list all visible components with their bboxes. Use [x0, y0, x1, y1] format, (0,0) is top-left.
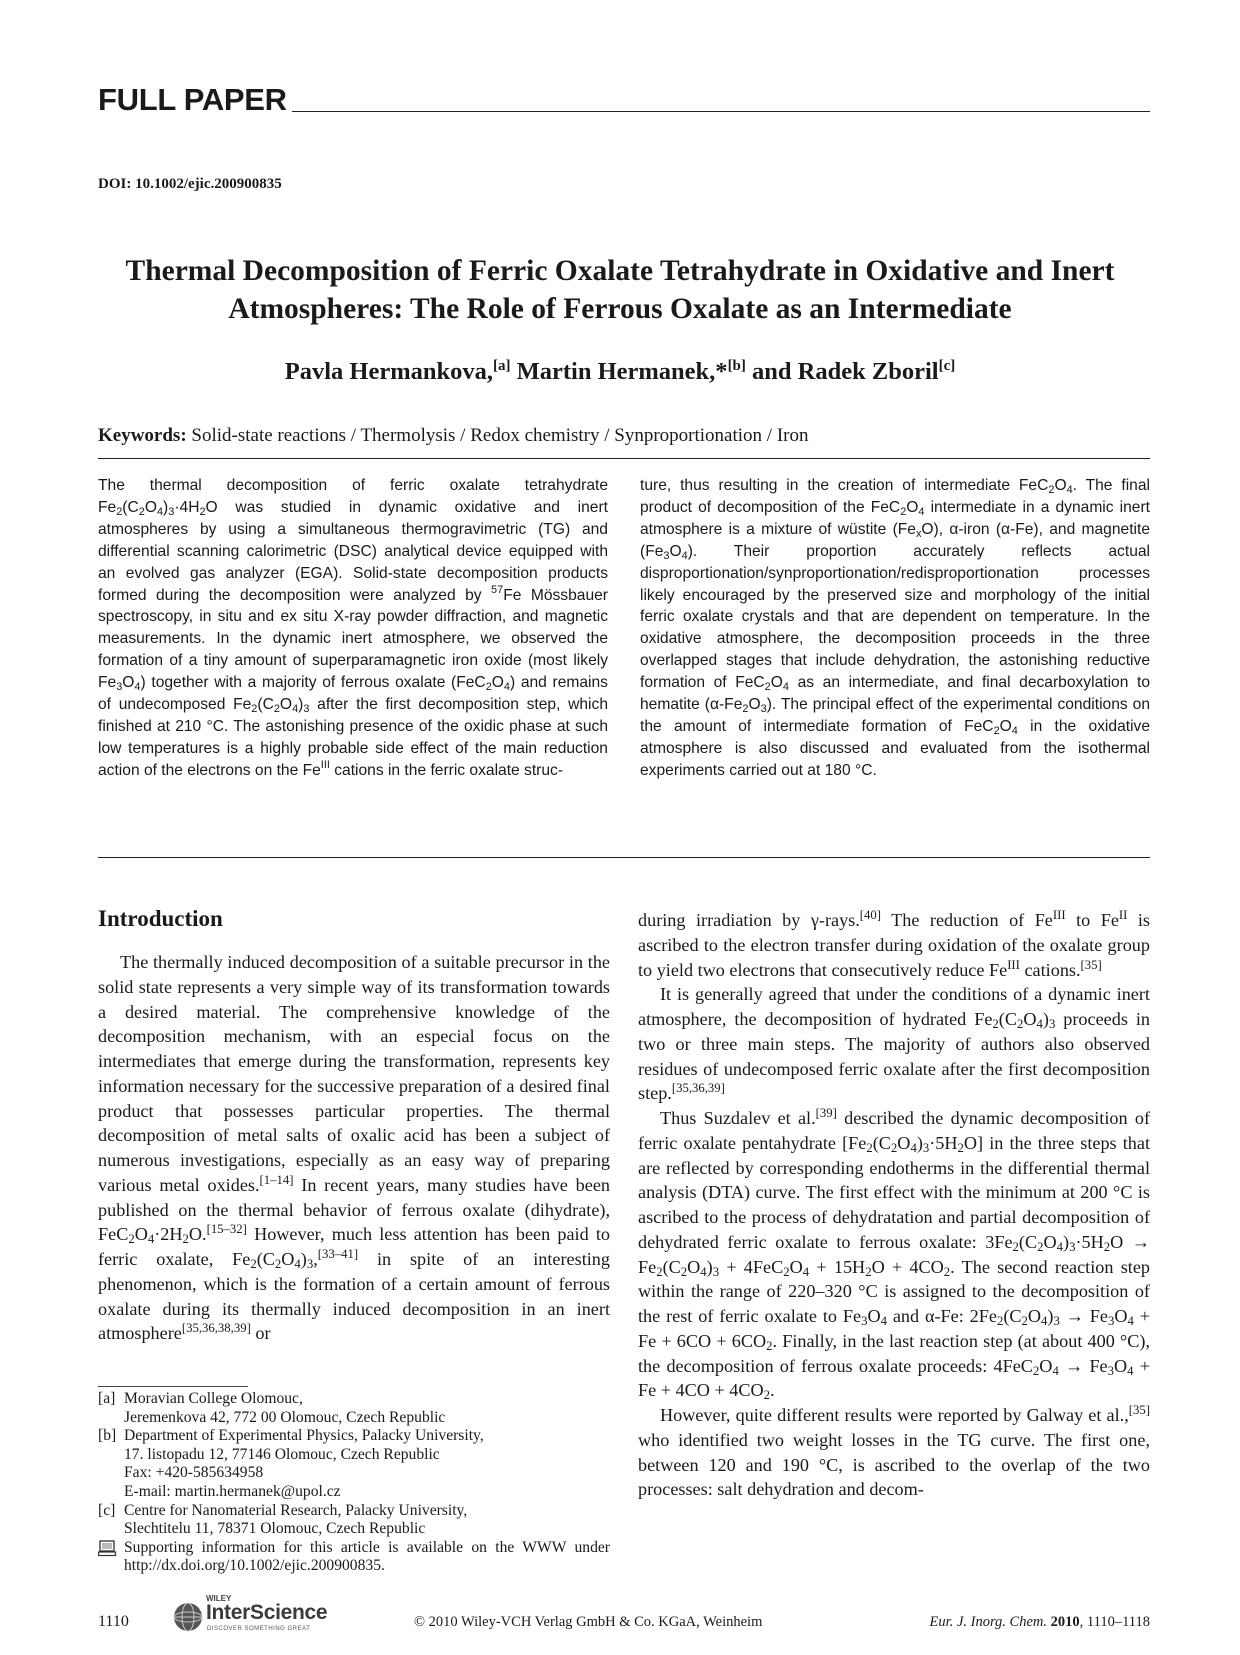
abstract-left-column: The thermal decomposition of ferric oxalate tetrahydrate $Fe_2(C_2O_4)_3\cdot 4H_2O$ was studied in dynamic oxidative and inert atmospheres by using a simultaneous thermogravimetric (TG) and differential scanning calorimetric (DSC) analytical device equipped with an evolved gas analyzer (EGA). Solid-state decomposition products formed during the decomposition were analyzed by $^{57}$Fe Mössbauer spectroscopy, in situ and ex situ X-ray powder diffraction, and magnetic measurements. In the dynamic inert atmosphere, we observed the formation of a tiny amount of superparamagnetic iron oxide (most likely $Fe_3O_4$) together with a majority of ferrous oxalate $(FeC_2O_4)$ and remains of undecomposed $Fe_2(C_2O_4)_3$ after the first decomposition step, which finished at 210 °C. The astonishing presence of the oxidic phase at such low temperatures is a highly probable side effect of the main reduction action of the electrons on the $Fe^{III}$ cations in the ferric oxalate struc- — [98, 477, 608, 779]
author-affiliation: [a] — [493, 358, 511, 374]
footnote-line: Fax: +420-585634958 — [124, 1464, 264, 1482]
author-name: Martin Hermanek,* — [516, 358, 728, 385]
title-line-1: Thermal Decomposition of Ferric Oxalate Tetrahydrate in Oxidative and Inert — [125, 255, 1115, 287]
supporting-info-text[interactable]: Supporting information for this article is available on the WWW under http://dx.doi.org/10.1002/ejic.200900835. — [124, 1538, 610, 1575]
authors-and: and — [752, 358, 792, 385]
header-rule — [292, 111, 1150, 112]
paragraph: However, quite different results were reported by Galway et al.,[35] who identified two weight losses in the TG curve. The first one, between 120 and 190 °C, is ascribed to the overlap of the two processes: salt dehydration and decom- — [638, 1403, 1150, 1500]
footnote-label: [b] — [98, 1427, 117, 1445]
author-list — [60, 355, 1180, 389]
footnote-line: Moravian College Olomouc, — [124, 1390, 303, 1407]
article-title — [60, 252, 1180, 328]
footnote-b — [98, 1427, 610, 1501]
footnote-a — [98, 1390, 610, 1427]
author-name: Pavla Hermankova, — [284, 358, 493, 385]
keywords-text: Solid-state reactions / Thermolysis / Redox chemistry / Synproportionation / Iron — [191, 425, 809, 446]
footnote-c — [98, 1502, 610, 1539]
journal-citation — [900, 1612, 1150, 1632]
paragraph: Thus Suzdalev et al.[39] described the dynamic decomposition of ferric oxalate pentahydrate $[Fe_2(C_2O_4)_3\cdot 5H_2O]$ in the three steps that are reflected by corresponding endotherms in the differential thermal analysis (DTA) curve. The first effect with the minimum at 200 °C is ascribed to the process of dehydratation and partial decomposition of dehydrated ferric oxalate to ferrous oxalate: $3Fe_2(C_2O_4)_3\cdot 5H_2O \to Fe_2(C_2O_4)_3 + 4FeC_2O_4 + 15H_2O + 4CO_2$. The second reaction step within the range of 220–320 °C is assigned to the decomposition of the rest of ferric oxalate to $Fe_3O_4$ and α-Fe: $2Fe_2(C_2O_4)_3 \to Fe_3O_4 + Fe + 6CO + 6CO_2$. Finally, in the last reaction step (at about 400 °C), the decomposition of ferrous oxalate proceeds: $4FeC_2O_4 \to Fe_3O_4 + Fe + 4CO + 4CO_2$. — [638, 1106, 1151, 1403]
abstract-right-column: ture, thus resulting in the creation of intermediate $FeC_2O_4$. The final product of decomposition of the $FeC_2O_4$ intermediate in a dynamic inert atmosphere is a mixture of wüstite $(Fe_xO)$, α-iron (α-Fe), and magnetite $(Fe_3O_4)$. Their proportion accurately reflects actual disproportionation/synproportionation/redisproportionation processes likely encouraged by the preserved size and morphology of the initial ferric oxalate crystals and that are dependent on temperature. In the oxidative atmosphere, the decomposition proceeds in the three overlapped stages that include dehydration, the astonishing reductive formation of $FeC_2O_4$ as an intermediate, and final decarboxylation to hematite $(\alpha-Fe_2O_3)$. The principal effect of the experimental conditions on the amount of intermediate formation of $FeC_2O_4$ in the oxidative atmosphere is also discussed and evaluated from the isothermal experiments carried out at 180 °C. — [640, 477, 1151, 779]
footnote-line: 17. listopadu 12, 77146 Olomouc, Czech Republic — [124, 1445, 440, 1463]
journal-year: 2010 — [1050, 1614, 1080, 1630]
author-email-link[interactable]: E-mail: martin.hermanek@upol.cz — [124, 1482, 341, 1500]
footnote-line: Slechtitelu 11, 78371 Olomouc, Czech Republic — [124, 1520, 426, 1538]
author-affiliation: [b] — [727, 358, 746, 374]
footnote-line: Centre for Nanomaterial Research, Palacky University, — [124, 1501, 468, 1519]
author-name: Radek Zboril — [797, 358, 939, 385]
doi: DOI: 10.1002/ejic.200900835 — [98, 176, 282, 192]
footnote-line: Jeremenkova 42, 772 00 Olomouc, Czech Republic — [124, 1408, 446, 1426]
page-number: 1110 — [98, 1613, 129, 1630]
footnote-label: [c] — [98, 1501, 116, 1519]
footnotes — [98, 1390, 610, 1576]
keywords — [98, 423, 808, 449]
paragraph: The thermally induced decomposition of a suitable precursor in the solid state represents a very simple way of its transformation towards a desired material. The comprehensive knowledge of the decomposition mechanism, with an especial focus on the intermediates that emerge during the transformation, represents key information necessary for the successive preparation of a desired final product that possesses particular properties. The thermal decomposition of metal salts of oxalic acid has been a subject of numerous investigations, especially as an easy way of preparing various metal oxides.[1–14] In recent years, many studies have been published on the thermal behavior of ferrous oxalate (dihydrate), $FeC_2O_4\cdot 2H_2O.[15-32]$ However, much less attention has been paid to ferric oxalate, $Fe_2(C_2O_4)_3,[33-41]$ in spite of an interesting phenomenon, which is the formation of a certain amount of ferrous oxalate during its thermally induced decomposition in an inert atmosphere[35,36,38,39] or — [98, 952, 610, 1344]
publisher-small: WILEY — [206, 1594, 232, 1603]
paragraph: It is generally agreed that under the conditions of a dynamic inert atmosphere, the decomposition of hydrated $Fe_2(C_2O_4)_3$ proceeds in two or three main steps. The majority of authors also observed residues of undecomposed ferric oxalate after the first decomposition step.[35,36,39] — [638, 984, 1150, 1104]
introduction-heading: Introduction — [98, 906, 223, 931]
abstract-rule — [98, 857, 1150, 858]
keywords-rule — [98, 458, 1150, 459]
title-line-2: Atmospheres: The Role of Ferrous Oxalate as an Intermediate — [228, 293, 1012, 325]
footnote-line: Department of Experimental Physics, Palacky University, — [124, 1427, 484, 1445]
introduction-right-column — [638, 908, 1150, 1502]
footnote-rule — [98, 1386, 248, 1387]
journal-name: Eur. J. Inorg. Chem. — [929, 1614, 1048, 1630]
computer-icon — [98, 1539, 124, 1576]
author-affiliation: [c] — [938, 358, 956, 374]
footnote-supporting-info — [98, 1539, 610, 1576]
section-label: FULL PAPER — [98, 82, 287, 117]
journal-pages: , 1110–1118 — [1079, 1614, 1150, 1630]
publisher-logo-text: InterScience — [206, 1601, 328, 1624]
footnote-label: [a] — [98, 1390, 116, 1407]
introduction-left-column — [98, 950, 610, 1346]
publisher-logo — [170, 1594, 355, 1634]
copyright: © 2010 Wiley-VCH Verlag GmbH & Co. KGaA, Weinheim — [414, 1614, 763, 1630]
keywords-label: Keywords: — [98, 425, 187, 446]
publisher-tagline: DISCOVER SOMETHING GREAT — [207, 1626, 311, 1632]
paragraph: during irradiation by γ-rays.[40] The reduction of $Fe^{III}$ to $Fe^{II}$ is ascribed to the electron transfer during oxidation of the oxalate group to yield two electrons that consecutively reduce $Fe^{III}$ cations.[35] — [638, 908, 1150, 980]
